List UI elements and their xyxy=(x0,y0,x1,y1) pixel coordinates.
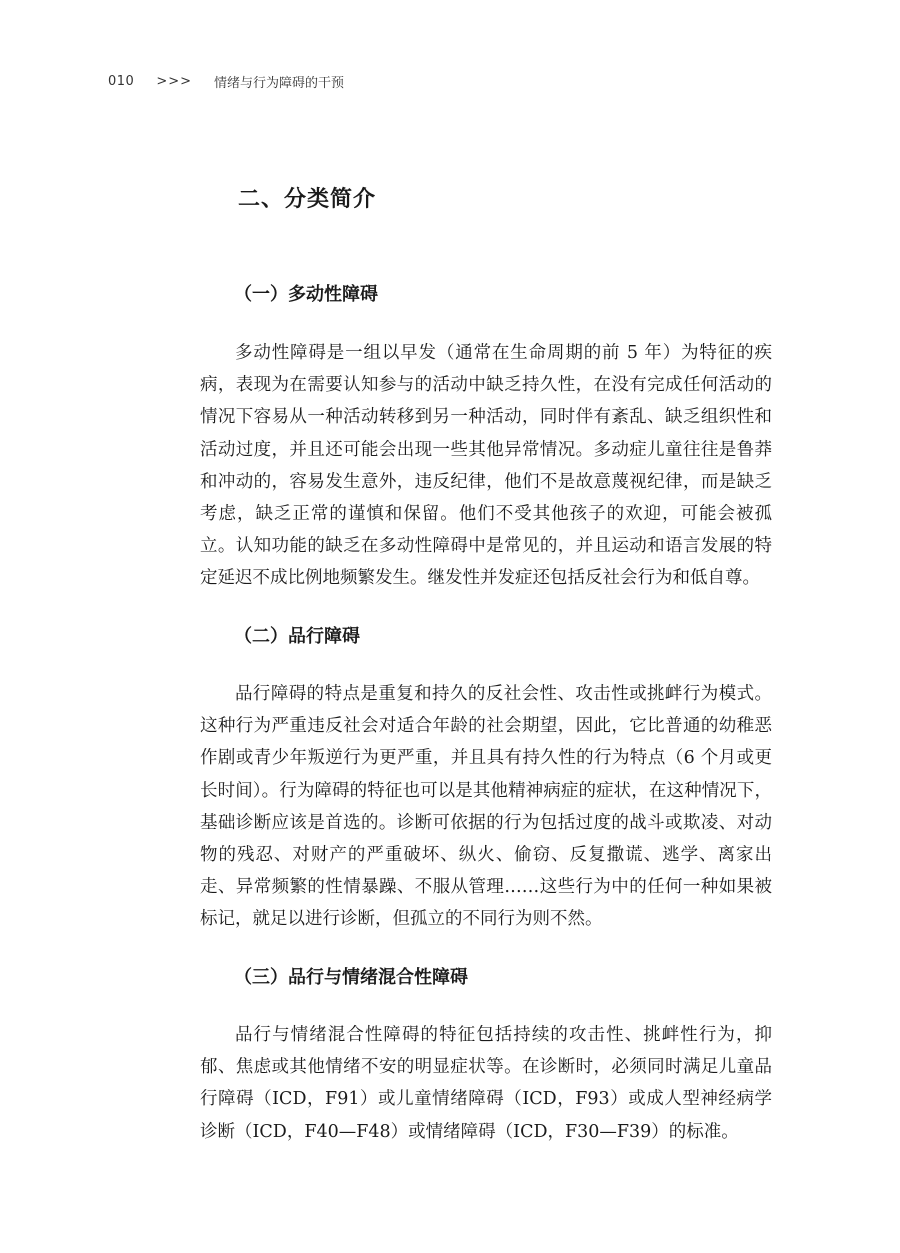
section-heading: 二、分类简介 xyxy=(238,187,377,212)
page-number: 010 xyxy=(108,74,135,89)
paragraph-conduct: 品行障碍的特点是重复和持久的反社会性、攻击性或挑衅行为模式。这种行为严重违反社会对适合年龄的社会期望，因此，它比普通的幼稚恶作剧或青少年叛逆行为更严重，并且具有持久性的行为特点（6 个月或更长时间）。行为障碍的特征也可以是其他精神病症的症状，在这种情况下，基础诊断应该是首选的。诊断可依据的行为包括过度的战斗或欺凌、对动物的残忍、对财产的严重破坏、纵火、偷窃、反复撒谎、逃学、离家出走、异常频繁的性情暴躁、不服从管理……这些行为中的任何一种如果被标记，就足以进行诊断，但孤立的不同行为则不然。 xyxy=(200,684,772,930)
header-separator: >>> xyxy=(156,74,193,89)
running-header xyxy=(108,72,344,91)
subsection-heading-hyperkinetic: （一）多动性障碍 xyxy=(234,284,378,305)
subsection-heading-conduct: （二）品行障碍 xyxy=(234,626,360,647)
book-title: 情绪与行为障碍的干预 xyxy=(214,76,345,91)
paragraph-hyperkinetic: 多动性障碍是一组以早发（通常在生命周期的前 5 年）为特征的疾病，表现为在需要认知参与的活动中缺乏持久性，在没有完成任何活动的情况下容易从一种活动转移到另一种活动，同时伴有紊乱、缺乏组织性和活动过度，并且还可能会出现一些其他异常情况。多动症儿童往往是鲁莽和冲动的，容易发生意外，违反纪律，他们不是故意蔑视纪律，而是缺乏考虑，缺乏正常的谨慎和保留。他们不受其他孩子的欢迎，可能会被孤立。认知功能的缺乏在多动性障碍中是常见的，并且运动和语言发展的特定延迟不成比例地频繁发生。继发性并发症还包括反社会行为和低自尊。 xyxy=(200,343,772,589)
paragraph-mixed: 品行与情绪混合性障碍的特征包括持续的攻击性、挑衅性行为，抑郁、焦虑或其他情绪不安的明显症状等。在诊断时，必须同时满足儿童品行障碍（ICD，F91）或儿童情绪障碍（ICD，F93）或成人型神经病学诊断（ICD，F40—F48）或情绪障碍（ICD，F30—F39）的标准。 xyxy=(200,1025,772,1142)
subsection-heading-mixed: （三）品行与情绪混合性障碍 xyxy=(234,967,468,988)
